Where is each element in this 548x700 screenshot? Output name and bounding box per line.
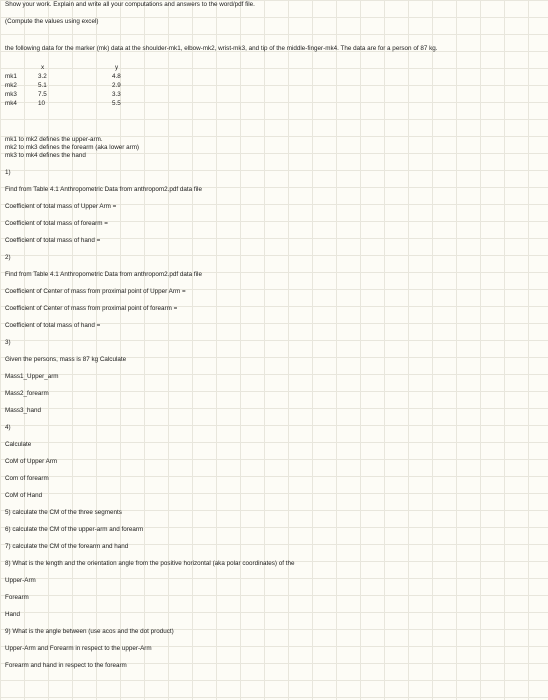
question-line: Find from Table 4.1 Anthropometric Data from anthropom2.pdf data file — [5, 271, 202, 278]
marker-y: 4.8 — [112, 73, 121, 80]
question-line: Find from Table 4.1 Anthropometric Data from anthropom2.pdf data file — [5, 186, 202, 193]
question-line: Coefficient of total mass of hand = — [5, 237, 101, 244]
question-7: 7) calculate the CM of the forearm and hand — [5, 543, 129, 550]
question-6: 6) calculate the CM of the upper-arm and forearm — [5, 526, 144, 533]
instructions-line: Show your work. Explain and write all your computations and answers to the word/pdf file. — [5, 1, 255, 8]
marker-y: 2.9 — [112, 82, 121, 89]
definition-upper-arm: mk1 to mk2 defines the upper-arm. — [5, 136, 103, 143]
marker-y: 3.3 — [112, 91, 121, 98]
question-line: Given the persons, mass is 87 kg Calculate — [5, 356, 127, 363]
question-5: 5) calculate the CM of the three segments — [5, 509, 122, 516]
marker-x: 3.2 — [38, 73, 47, 80]
question-line: Com of forearm — [5, 475, 49, 482]
question-line: CoM of Upper Arm — [5, 458, 58, 465]
marker-name: mk3 — [5, 91, 17, 98]
question-2-heading: 2) — [5, 254, 11, 261]
column-header-y: y — [115, 64, 119, 71]
excel-note: (Compute the values using excel) — [5, 18, 99, 25]
marker-name: mk1 — [5, 73, 17, 80]
marker-name: mk2 — [5, 82, 17, 89]
question-line: Coefficient of Center of mass from proximal point of forearm = — [5, 305, 178, 312]
definition-hand: mk3 to mk4 defines the hand — [5, 152, 86, 159]
marker-x: 10 — [38, 100, 46, 107]
question-line: Coefficient of total mass of forearm = — [5, 220, 108, 227]
marker-y: 5.5 — [112, 100, 121, 107]
question-9: 9) What is the angle between (use acos and the dot product) — [5, 628, 174, 635]
question-line: Upper-Arm and Forearm in respect to the upper-Arm — [5, 645, 152, 652]
question-line: Coefficient of total mass of hand = — [5, 322, 101, 329]
question-line: CoM of Hand — [5, 492, 43, 499]
question-line: Hand — [5, 611, 21, 618]
question-line: Upper-Arm — [5, 577, 36, 584]
question-1-heading: 1) — [5, 169, 11, 176]
question-line: Calculate — [5, 441, 32, 448]
question-3-heading: 3) — [5, 339, 11, 346]
marker-x: 7.5 — [38, 91, 47, 98]
data-description: the following data for the marker (mk) data at the shoulder-mk1, elbow-mk2, wrist-mk3, and tip of the middle-finger-mk4. The data are for a person of 87 kg. — [5, 45, 438, 52]
question-8: 8) What is the length and the orientation angle from the positive horizontal (aka polar coordinates) of the — [5, 560, 295, 567]
question-line: Coefficient of Center of mass from proximal point of Upper Arm = — [5, 288, 186, 295]
question-line: Mass2_forearm — [5, 390, 49, 397]
question-line: Coefficient of total mass of Upper Arm = — [5, 203, 117, 210]
question-4-heading: 4) — [5, 424, 11, 431]
question-line: Forearm and hand in respect to the forearm — [5, 662, 127, 669]
column-header-x: x — [41, 64, 45, 71]
definition-forearm: mk2 to mk3 defines the forearm (aka lower arm) — [5, 144, 140, 151]
question-line: Mass3_hand — [5, 407, 42, 414]
question-line: Forearm — [5, 594, 29, 601]
marker-x: 5.1 — [38, 82, 47, 89]
question-line: Mass1_Upper_arm — [5, 373, 59, 380]
marker-name: mk4 — [5, 100, 17, 107]
